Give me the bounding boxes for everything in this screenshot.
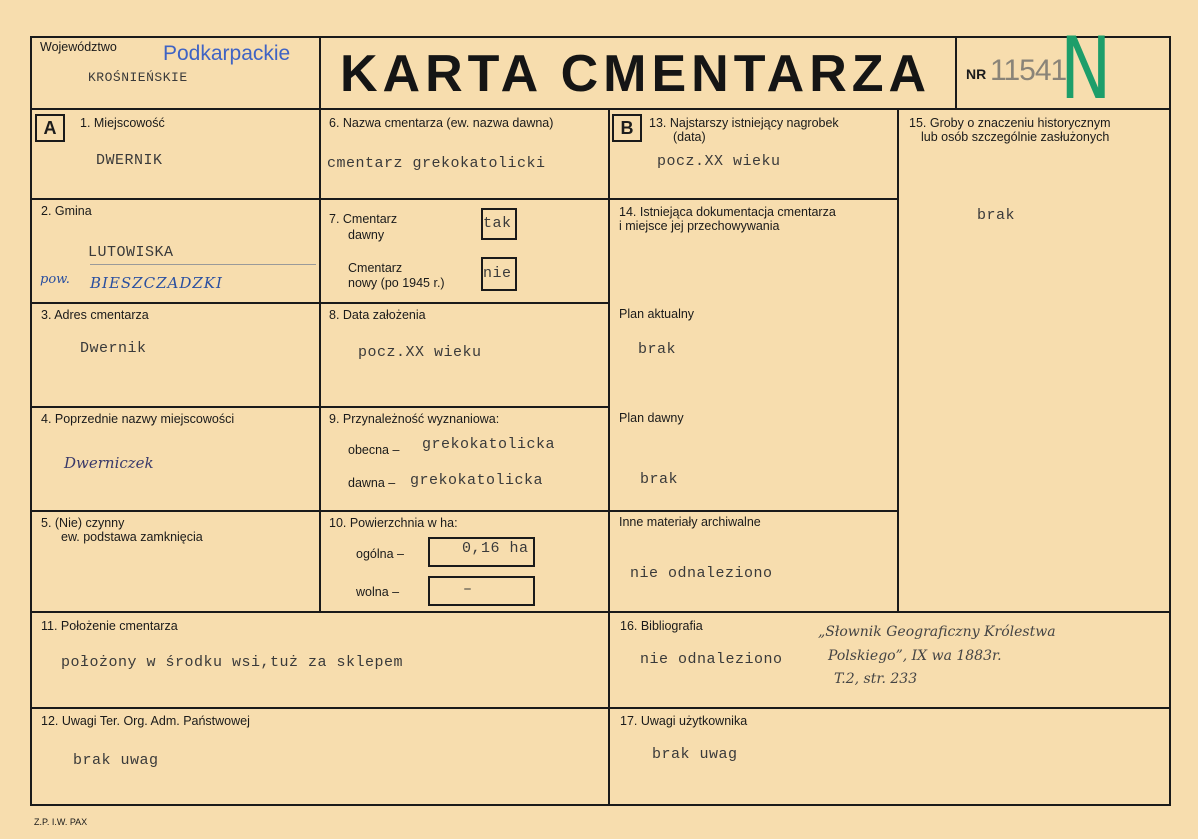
f14-label2: i miejsce jej przechowywania	[619, 219, 780, 233]
f2-hand-prefix: pow.	[40, 272, 70, 287]
f10-ogolna-label: ogólna –	[356, 547, 404, 561]
section-b-marker: B	[612, 114, 642, 142]
f9-label: 9. Przynależność wyznaniowa:	[329, 412, 500, 426]
f10-wolna-box	[428, 576, 535, 606]
f16-hand-line2: Polskiego”, IX wa 1883r.	[828, 648, 1002, 664]
f10-wolna-value: –	[463, 581, 473, 598]
page-title: KARTA CMENTARZA	[340, 45, 932, 103]
frame-bottom	[30, 804, 1171, 806]
header-sep-right	[955, 36, 957, 110]
f11-label: 11. Położenie cmentarza	[41, 619, 178, 633]
f6-label: 6. Nazwa cmentarza (ew. nazwa dawna)	[329, 116, 554, 130]
f2-hand-value: BIESZCZADZKI	[90, 274, 223, 292]
inne-value: nie odnaleziono	[630, 565, 773, 582]
col-sep-3	[897, 108, 899, 612]
row-line-2	[30, 302, 610, 304]
f11-value: położony w środku wsi,tuż za sklepem	[61, 654, 404, 671]
col-sep-1	[319, 108, 321, 612]
f2-value: LUTOWISKA	[88, 244, 174, 261]
f16-value: nie odnaleziono	[640, 651, 783, 668]
f10-ogolna-value: 0,16 ha	[462, 540, 529, 557]
nr-label: NR	[966, 66, 987, 82]
f12-value: brak uwag	[73, 752, 159, 769]
f9-dawna-label: dawna –	[348, 476, 396, 490]
f17-value: brak uwag	[652, 746, 738, 763]
f7-label-b: Cmentarz	[348, 261, 403, 275]
f4-value: Dwerniczek	[64, 454, 154, 472]
row-line-4	[30, 510, 898, 512]
plan-aktualny-value: brak	[638, 341, 677, 358]
f8-label: 8. Data założenia	[329, 308, 426, 322]
f8-value: pocz.XX wieku	[358, 344, 482, 361]
f7-nowy-value: nie	[483, 265, 512, 282]
f15-value: brak	[977, 207, 1016, 224]
f16-hand-line3: T.2, str. 233	[834, 671, 918, 687]
plan-dawny-value: brak	[640, 471, 679, 488]
f17-label: 17. Uwagi użytkownika	[620, 714, 748, 728]
frame-left	[30, 36, 32, 806]
section-a-marker: A	[35, 114, 65, 142]
printer-footer: Z.P. I.W. PAX	[34, 817, 88, 827]
f14-label: 14. Istniejąca dokumentacja cmentarza	[619, 205, 836, 219]
header-divider	[30, 108, 1171, 110]
row-line-5	[30, 611, 1171, 613]
f9-obecna-label: obecna –	[348, 443, 400, 457]
f3-value: Dwernik	[80, 340, 147, 357]
header-sep-left	[319, 36, 321, 110]
f16-hand-line1: „Słownik Geograficzny Królestwa	[818, 624, 1056, 640]
f9-obecna-value: grekokatolicka	[422, 436, 556, 453]
f2-label: 2. Gmina	[41, 204, 92, 218]
f7-label-b2: nowy (po 1945 r.)	[348, 276, 445, 290]
f3-label: 3. Adres cmentarza	[41, 308, 149, 322]
f5-label2: ew. podstawa zamknięcia	[61, 530, 203, 544]
f2-underline	[90, 264, 316, 265]
f13-label: 13. Najstarszy istniejący nagrobek	[649, 116, 839, 130]
frame-right	[1169, 36, 1171, 806]
f1-label: 1. Miejscowość	[80, 116, 165, 130]
plan-dawny-label: Plan dawny	[619, 411, 684, 425]
frame-top	[30, 36, 1171, 38]
wojewodztwo-value: KROŚNIEŃSKIE	[88, 70, 188, 85]
row-line-6	[30, 707, 1171, 709]
f9-dawna-value: grekokatolicka	[410, 472, 544, 489]
f13-label2: (data)	[673, 130, 706, 144]
f12-label: 12. Uwagi Ter. Org. Adm. Państwowej	[41, 714, 250, 728]
nr-marker: N	[1060, 19, 1112, 119]
col-sep-2	[608, 108, 610, 804]
row-line-1	[30, 198, 898, 200]
f5-label: 5. (Nie) czynny	[41, 516, 125, 530]
f7-dawny-value: tak	[483, 215, 512, 232]
nr-value: 11541	[990, 54, 1067, 87]
f15-label: 15. Groby o znaczeniu historycznym	[909, 116, 1111, 130]
f4-label: 4. Poprzednie nazwy miejscowości	[41, 412, 235, 426]
f10-wolna-label: wolna –	[356, 585, 400, 599]
f13-value: pocz.XX wieku	[657, 153, 781, 170]
f6-value: cmentarz grekokatolicki	[327, 155, 546, 172]
f1-value: DWERNIK	[96, 152, 163, 169]
wojewodztwo-label: Województwo	[40, 40, 117, 54]
wojewodztwo-stamp: Podkarpackie	[163, 42, 291, 65]
f7-label-a: 7. Cmentarz	[329, 212, 398, 226]
f16-label: 16. Bibliografia	[620, 619, 703, 633]
f10-label: 10. Powierzchnia w ha:	[329, 516, 458, 530]
plan-aktualny-label: Plan aktualny	[619, 307, 695, 321]
row-line-3	[30, 406, 610, 408]
f15-label2: lub osób szczególnie zasłużonych	[921, 130, 1110, 144]
inne-label: Inne materiały archiwalne	[619, 515, 761, 529]
f7-label-a2: dawny	[348, 228, 385, 242]
